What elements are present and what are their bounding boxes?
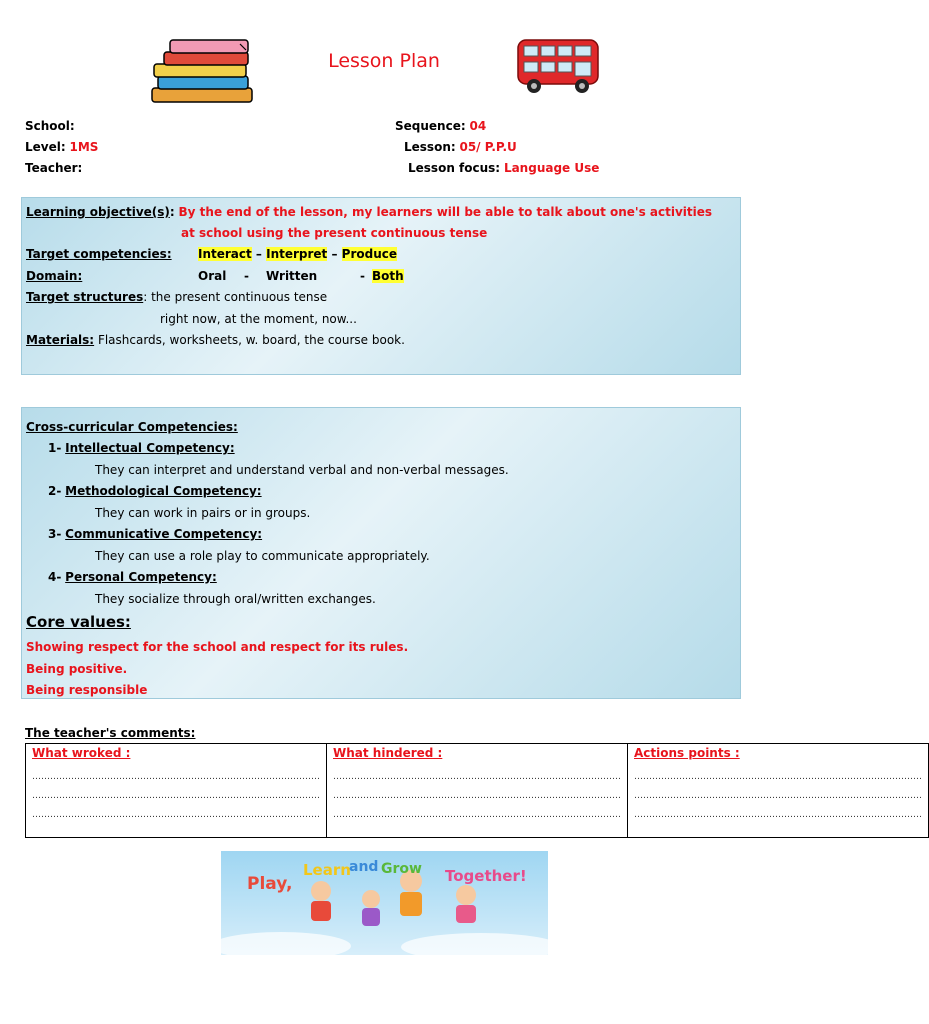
comments-cell-actions[interactable]: Actions points : …………………………………………………………………………………… …………………………………………………………………………………… …………………………………………………………………………………… [628,744,929,838]
competency-interpret: Interpret [266,247,328,261]
domain-separator: - [360,269,365,283]
learning-objective-line-2 [181,226,487,240]
lesson-value: 05/ P.P.U [459,140,517,154]
school-label: School: [25,119,75,133]
comments-cell-worked[interactable]: What wroked : …………………………………………………………………………………… …………………………………………………………………………………… …………………………………………………………………………………… [26,744,327,838]
competency-item-4: 4- Personal Competency: [48,570,217,584]
domain-separator: - [244,269,249,283]
lesson-label: Lesson: [404,140,456,154]
competency-item-2: 2- Methodological Competency: [48,484,262,498]
learning-objective-line-1: Learning objective(s): By the end of the lesson, my learners will be able to talk about one's activities [26,205,713,219]
comments-column-header: What hindered : [333,746,443,760]
competency-title: Personal Competency: [65,570,217,584]
competency-separator: – [327,247,342,261]
core-values-heading: Core values: [26,613,131,631]
target-structures-text-1: : the present continuous tense [143,290,328,304]
banner-word-learn: Learn [303,861,351,879]
competency-produce: Produce [341,247,397,261]
domain-line [26,269,82,283]
banner-word-together: Together! [445,867,527,885]
level-field [25,140,98,154]
target-competencies-line [26,247,172,261]
core-value-2: Being positive. [26,662,128,676]
teacher-comments-table [25,743,929,838]
sequence-field [395,119,486,133]
lesson-focus-value: Language Use [503,161,600,175]
core-value-1: Showing respect for the school and respect for its rules. [26,640,409,654]
domain-both: Both [372,269,404,283]
competency-title: Communicative Competency: [65,527,263,541]
school-field [25,119,75,133]
competency-interact: Interact [198,247,252,261]
comments-column-header: What wroked : [32,746,131,760]
competency-separator: – [251,247,267,261]
teacher-label: Teacher: [25,161,83,175]
competency-desc-1: They can interpret and understand verbal and non-verbal messages. [95,463,509,477]
target-competencies-label: Target competencies: [26,247,172,261]
cross-curricular-heading: Cross-curricular Competencies: [26,420,238,434]
lesson-field [404,140,517,154]
comments-cell-hindered[interactable]: What hindered : …………………………………………………………………………………… …………………………………………………………………………………… …………………………………………………………………………………… [327,744,628,838]
level-label: Level: [25,140,66,154]
competency-desc-4: They socialize through oral/written exchanges. [95,592,376,606]
competency-desc-2: They can work in pairs or in groups. [95,506,311,520]
comments-column-header: Actions points : [634,746,740,760]
materials-line [26,333,405,347]
learning-objective-text-2: at school using the present continuous tense [181,226,488,240]
banner-word-grow: Grow [381,861,422,877]
competency-item-1: 1- Intellectual Competency: [48,441,235,455]
competency-title: Methodological Competency: [65,484,262,498]
materials-text: Flashcards, worksheets, w. board, the course book. [97,333,405,347]
bus-illustration [512,36,604,96]
kids-banner-illustration [221,851,548,955]
cross-curricular-panel [21,407,741,699]
domain-oral: Oral [198,269,227,283]
sequence-label: Sequence: [395,119,466,133]
sequence-value: 04 [469,119,487,133]
teacher-field [25,161,82,175]
target-structures-text-2: right now, at the moment, now... [160,312,357,326]
target-structures-line-1 [26,290,327,304]
competency-item-3: 3- Communicative Competency: [48,527,263,541]
banner-word-and: and [349,859,379,875]
domain-label: Domain: [26,269,83,283]
level-value: 1MS [69,140,99,154]
learning-objective-label: Learning objective(s) [26,205,170,219]
banner-word-play: Play, [247,874,293,894]
target-structures-label: Target structures [26,290,144,304]
competency-desc-3: They can use a role play to communicate appropriately. [95,549,430,563]
learning-objective-text-1: By the end of the lesson, my learners will be able to talk about one's activities [178,205,713,219]
competency-title: Intellectual Competency: [65,441,235,455]
target-structures-line-2 [160,312,357,326]
materials-label: Materials: [26,333,95,347]
lesson-focus-label: Lesson focus: [408,161,501,175]
core-value-3: Being responsible [26,683,148,697]
domain-written: Written [266,269,318,283]
teacher-comments-heading: The teacher's comments: [25,726,196,740]
page-title: Lesson Plan [328,50,440,72]
target-competencies-values [198,247,397,261]
lesson-focus-field [408,161,599,175]
objectives-panel [21,197,741,375]
